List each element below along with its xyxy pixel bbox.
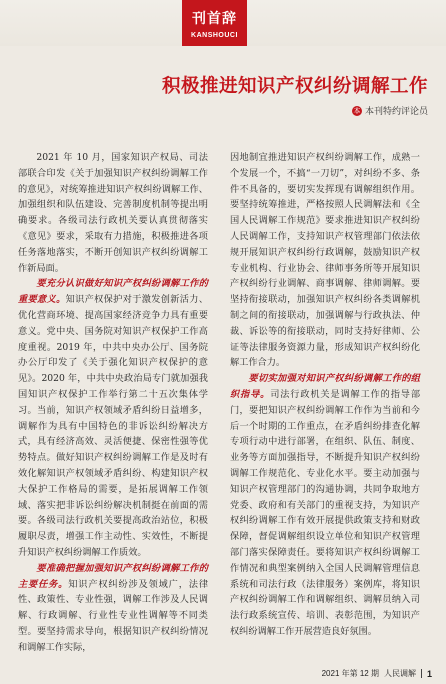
paragraph: [230, 150, 420, 371]
paragraph-text: 知识产权保护对于激发创新活力、优化营商环境、提高国家经济竞争力具有重要意义。党中央、国务院对知识产权保护工作高度重视。2019 年，中共中央办公厅、国务院办公厅印发了《关于强化知识产权保护的意见》。2020 年，中共中央政治局专门就加强我国知识产权保护工作举行第二十五次集体学习。当前，知识产权领域矛盾纠纷日益增多，调解作为具有中国特色的非诉讼纠纷解决方式，具有经济高效、灵活便捷、保密性强等优势特点。做好知识产权纠纷调解工作是及时有效化解知识产权领域矛盾纠纷、构建知识产权大保护工作格局的需要，是拓展调解工作领域、落实把非诉讼纠纷解决机制挺在前面的需要。各级司法行政机关要提高政治站位，积极履职尽责，增强工作主动性、实效性，不断提升知识产权纠纷调解工作质效。: [18, 294, 209, 558]
paragraph-text: 2021 年 10 月，国家知识产权局、司法部联合印发《关于加强知识产权纠纷调解工作的意见》，对统筹推进知识产权纠纷调解工作、加强组织和队伍建设、完善制度机制等提出明确要求。各级司法行政机关要认真贯彻落实《意见》要求，采取有力措施，积极推进各项任务落地落实，不断开创知识产权纠纷调解工作新局面。: [18, 152, 208, 274]
section-lead: 要准确把握加强知识产权纠纷调解工作的主要任务。: [18, 562, 208, 590]
section-lead: 要切实加强对知识产权纠纷调解工作的组织指导。: [230, 373, 420, 400]
column-tag-en: KANSHOUCI: [191, 32, 238, 39]
page-number: 1: [426, 668, 432, 679]
column-tag-cn: 刊首辞: [192, 11, 237, 27]
right-column: [230, 150, 420, 640]
article-title: 积极推进知识产权纠纷调解工作: [161, 76, 428, 97]
page-footer: [322, 668, 432, 679]
paragraph: [230, 371, 420, 640]
paragraph-text: 知识产权纠纷涉及领域广，法律性、政策性、专业性强，调解工作涉及人民调解、行政调解、行业性专业性调解等不同类型。要坚持需求导向，根据知识产权纠纷情况和调解工作实际，: [18, 578, 209, 653]
footer-issue: 2021 年第 12 期: [321, 669, 379, 678]
column-tag: [182, 0, 247, 46]
paragraph: [18, 561, 208, 656]
paragraph: [18, 276, 208, 560]
footer-magazine: 人民调解: [383, 669, 416, 678]
byline-mark-icon: 本: [353, 106, 361, 115]
byline: [352, 104, 428, 117]
left-column: [18, 150, 208, 656]
paragraph-text: 司法行政机关是调解工作的指导部门，要把知识产权纠纷调解工作作为当前和今后一个时期的工作重点，在矛盾纠纷排查化解专项行动中进行部署，在组织、队伍、制度、业务等方面加强指导，不断提升知识产权纠纷调解工作规范化、专业化水平。要主动加强与知识产权管理部门的沟通协调，共同争取地方党委、政府和有关部门的重视支持，为知识产权纠纷调解工作有效开展提供政策支持和财政保障，督促调解组织设立单位和知识产权管理部门落实保障责任。要将知识产权纠纷调解工作情况和典型案例纳入全国人民调解管理信息系统和司法行政（法律服务）案例库，将知识产权纠纷调解工作和调解组织、调解员纳入司法行政系统宣传、培训、表彰范围，为知识产权纠纷调解工作开展营造良好氛围。: [230, 388, 421, 637]
footer-divider: [421, 669, 422, 678]
paragraph-text: 因地制宜推进知识产权纠纷调解工作，成熟一个发展一个，不搞“一刀切”，对纠纷不多、条件不具备的，要切实发挥现有调解组织作用。要坚持统筹推进，严格按照人民调解法和《全国人民调解工作规范》要求推进知识产权纠纷人民调解工作，支持知识产权管理部门依法依规开展知识产权纠纷行政调解，鼓励知识产权专业机构、行业协会、律师事务所等开展知识产权纠纷行业调解、商事调解、律师调解。要坚持衔接联动，加强知识产权纠纷各类调解机制之间的衔接联动，加强调解与行政执法、仲裁、诉讼等的衔接联动，同时支持好律师、公证等法律服务资源力量，形成知识产权纠纷化解工作合力。: [230, 152, 420, 369]
byline-text: 本刊特约评论员: [364, 107, 428, 117]
paragraph: [18, 150, 208, 276]
section-lead: 要充分认识做好知识产权纠纷调解工作的重要意义。: [18, 278, 208, 306]
